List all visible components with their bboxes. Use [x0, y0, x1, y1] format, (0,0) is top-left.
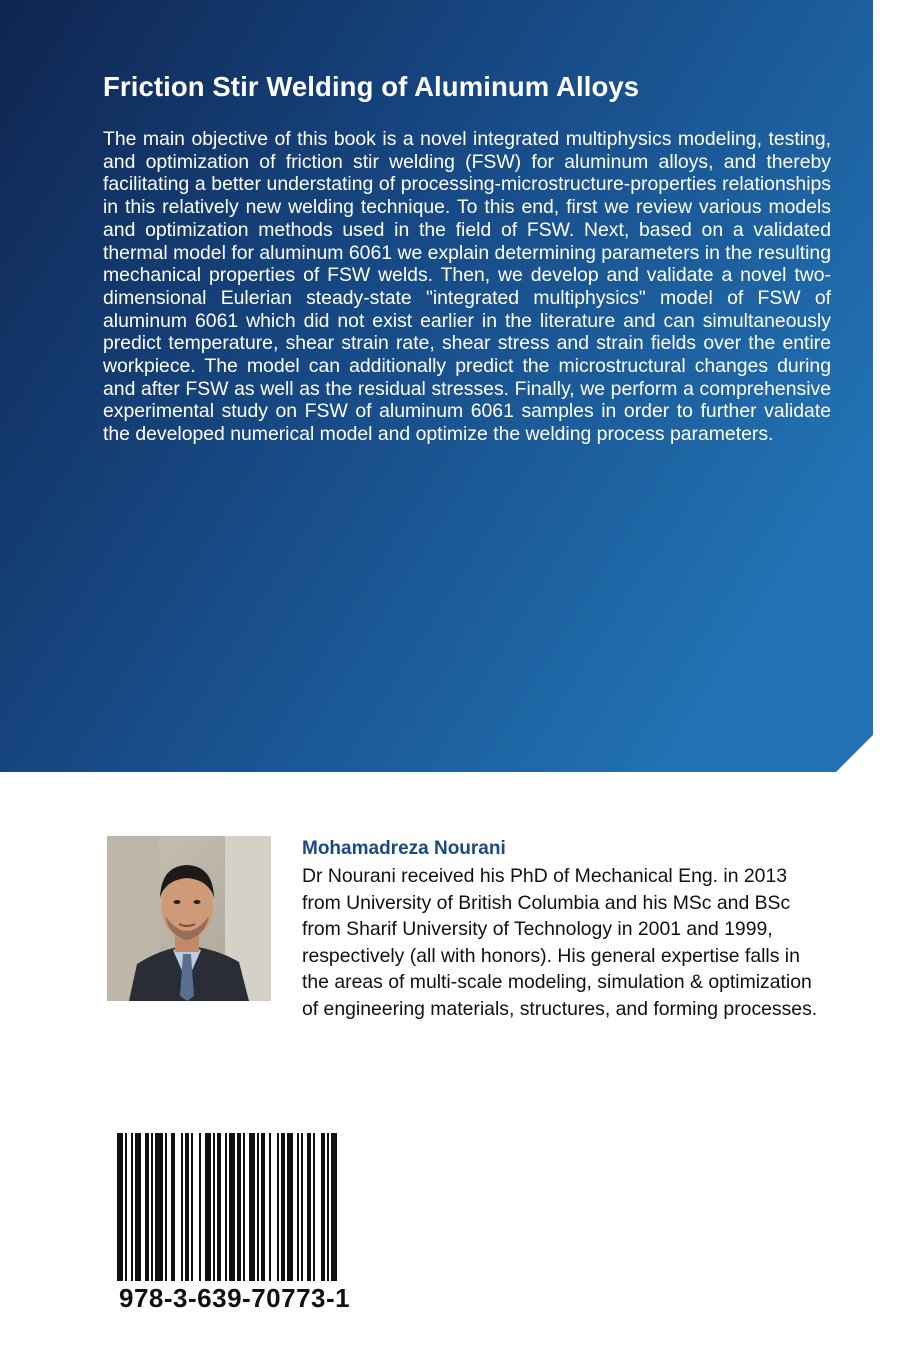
barcode-bar [307, 1133, 311, 1281]
barcode-bar [269, 1133, 271, 1281]
barcode-bar [229, 1133, 235, 1281]
barcode-bar [217, 1133, 221, 1281]
barcode-bar [257, 1133, 259, 1281]
barcode-bar [321, 1133, 325, 1281]
barcode-bar [243, 1133, 245, 1281]
isbn-number: 978-3-639-70773-1 [119, 1283, 351, 1313]
barcode-bar [125, 1133, 127, 1281]
author-photo [107, 836, 271, 1001]
barcode-bar [301, 1133, 303, 1281]
barcode-bar [331, 1133, 337, 1281]
barcode-bar [181, 1133, 183, 1281]
barcode-bar [249, 1133, 255, 1281]
barcode-bar [261, 1133, 265, 1281]
barcode-bar [237, 1133, 241, 1281]
barcode-bar [287, 1133, 293, 1281]
barcode-bar [131, 1133, 133, 1281]
barcode-bar [213, 1133, 215, 1281]
barcode-bar [117, 1133, 123, 1281]
barcode-bar [205, 1133, 211, 1281]
barcode-bar [165, 1133, 167, 1281]
book-description: The main objective of this book is a novel integrated multiphysics modeling, testing, and optimization of friction stir welding (FSW) for aluminum alloys, and thereby facilitating a better understating of processing-microstructure-properties relationships in this relatively new welding technique. To this end, first we review various models and optimization methods used in the field of FSW. Next, based on a validated thermal model for aluminum 6061 we explain determining parameters in the resulting mechanical properties of FSW welds. Then, we develop and validate a novel two-dimensional Eulerian steady-state "integrated multiphysics" model of FSW of aluminum 6061 which did not exist earlier in the literature and can simultaneously predict temperature, shear strain rate, shear stress and strain fields over the entire workpiece. The model can additionally predict the microstructural changes during and after FSW as well as the residual stresses. Finally, we perform a comprehensive experimental study on FSW of aluminum 6061 samples in order to further validate the developed numerical model and optimize the welding process parameters. [103, 128, 831, 446]
barcode [115, 1133, 340, 1283]
barcode-bar [327, 1133, 329, 1281]
barcode-bar [145, 1133, 149, 1281]
barcode-bar [155, 1133, 163, 1281]
barcode-bar [135, 1133, 141, 1281]
barcode-bar [171, 1133, 175, 1281]
barcode-bar [199, 1133, 201, 1281]
barcode-bar [297, 1133, 299, 1281]
barcode-bar [225, 1133, 227, 1281]
barcode-bar [277, 1133, 279, 1281]
barcode-bar [185, 1133, 189, 1281]
book-title: Friction Stir Welding of Aluminum Alloys [103, 71, 640, 102]
barcode-bar [191, 1133, 193, 1281]
barcode-bar [281, 1133, 285, 1281]
author-name: Mohamadreza Nourani [302, 838, 506, 859]
barcode-bar [313, 1133, 315, 1281]
barcode-bar [151, 1133, 153, 1281]
author-bio: Dr Nourani received his PhD of Mechanical Eng. in 2013 from University of British Columbia and his MSc and BSc from Sharif University of Technology in 2001 and 1999, respectively (all with honors). His general expertise falls in the areas of multi-scale modeling, simulation & optimization of engineering materials, structures, and forming processes. [302, 865, 818, 1020]
